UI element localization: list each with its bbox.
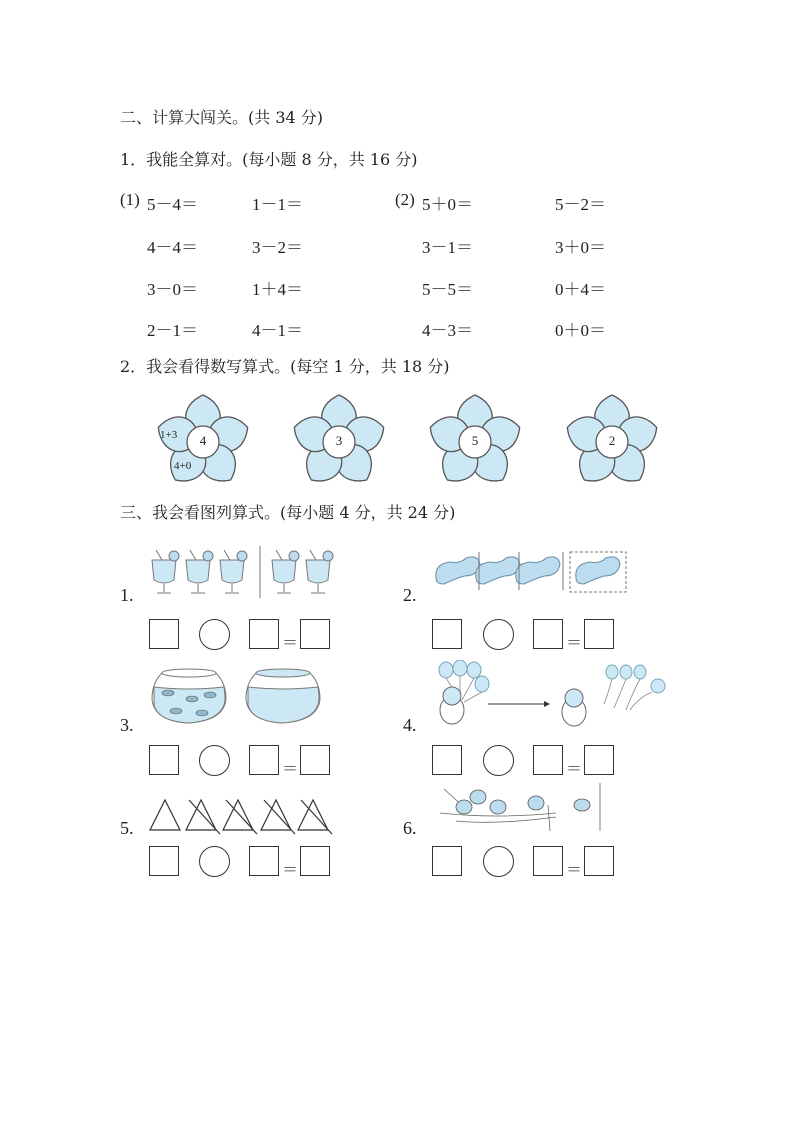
answer-box[interactable]	[300, 619, 330, 649]
flower-center-value: 3	[335, 433, 343, 448]
equation: 4－4＝	[147, 238, 198, 257]
item-2-label: 2.	[403, 585, 417, 605]
peanuts-picture	[430, 550, 630, 600]
q2-title: 2．我会看得数写算式。(每空 1 分，共 18 分)	[120, 357, 450, 376]
answer-box[interactable]	[584, 846, 614, 876]
equation: 1＋4＝	[252, 280, 303, 299]
equation: 5－5＝	[422, 280, 473, 299]
operator-circle[interactable]	[483, 846, 514, 877]
item-3-label: 3.	[120, 715, 134, 735]
flower-example: 4+0	[174, 460, 192, 472]
equation: 0＋4＝	[555, 280, 606, 299]
answer-box[interactable]	[249, 846, 279, 876]
birds-picture	[436, 783, 606, 833]
item-5-label: 5.	[120, 818, 134, 838]
equation: 5－4＝	[147, 195, 198, 214]
equals-sign: ＝	[282, 635, 299, 652]
answer-box[interactable]	[149, 745, 179, 775]
operator-circle[interactable]	[199, 745, 230, 776]
flower-2	[284, 392, 394, 492]
flower-4	[557, 392, 667, 492]
equals-sign: ＝	[282, 761, 299, 778]
triangles-picture	[148, 798, 338, 838]
equation: 4－1＝	[252, 321, 303, 340]
equation: 3－1＝	[422, 238, 473, 257]
operator-circle[interactable]	[483, 745, 514, 776]
section3-title: 三、我会看图列算式。(每小题 4 分，共 24 分)	[120, 503, 456, 522]
part1-label: (1)	[120, 190, 140, 209]
equation: 5＋0＝	[422, 195, 473, 214]
answer-box[interactable]	[300, 846, 330, 876]
equation: 4－3＝	[422, 321, 473, 340]
operator-circle[interactable]	[199, 846, 230, 877]
answer-box[interactable]	[533, 745, 563, 775]
item-1-label: 1.	[120, 585, 134, 605]
equation: 5－2＝	[555, 195, 606, 214]
flower-example: 1+3	[160, 429, 178, 441]
answer-box[interactable]	[300, 745, 330, 775]
item-6-label: 6.	[403, 818, 417, 838]
equation: 3＋0＝	[555, 238, 606, 257]
answer-box[interactable]	[432, 846, 462, 876]
flower-center-value: 2	[608, 433, 616, 448]
equation: 3－2＝	[252, 238, 303, 257]
answer-box[interactable]	[249, 745, 279, 775]
answer-box[interactable]	[249, 619, 279, 649]
equals-sign: ＝	[566, 761, 583, 778]
answer-box[interactable]	[149, 619, 179, 649]
section2-title: 二、计算大闯关。(共 34 分)	[120, 108, 324, 127]
answer-box[interactable]	[432, 745, 462, 775]
answer-box[interactable]	[432, 619, 462, 649]
answer-box[interactable]	[149, 846, 179, 876]
flower-1	[148, 392, 258, 492]
flower-3	[420, 392, 530, 492]
answer-box[interactable]	[584, 745, 614, 775]
penguin-balloons-picture	[432, 660, 672, 730]
q1-title: 1．我能全算对。(每小题 8 分，共 16 分)	[120, 150, 418, 169]
equals-sign: ＝	[566, 862, 583, 879]
answer-box[interactable]	[584, 619, 614, 649]
equation: 3－0＝	[147, 280, 198, 299]
cups-picture	[148, 546, 348, 600]
item-4-label: 4.	[403, 715, 417, 735]
operator-circle[interactable]	[199, 619, 230, 650]
operator-circle[interactable]	[483, 619, 514, 650]
equals-sign: ＝	[282, 862, 299, 879]
equation: 2－1＝	[147, 321, 198, 340]
fishbowls-picture	[148, 665, 338, 727]
answer-box[interactable]	[533, 619, 563, 649]
answer-box[interactable]	[533, 846, 563, 876]
part2-label: (2)	[395, 190, 415, 209]
equation: 1－1＝	[252, 195, 303, 214]
equals-sign: ＝	[566, 635, 583, 652]
flower-center-value: 4	[199, 433, 207, 448]
flower-center-value: 5	[471, 433, 479, 448]
equation: 0＋0＝	[555, 321, 606, 340]
